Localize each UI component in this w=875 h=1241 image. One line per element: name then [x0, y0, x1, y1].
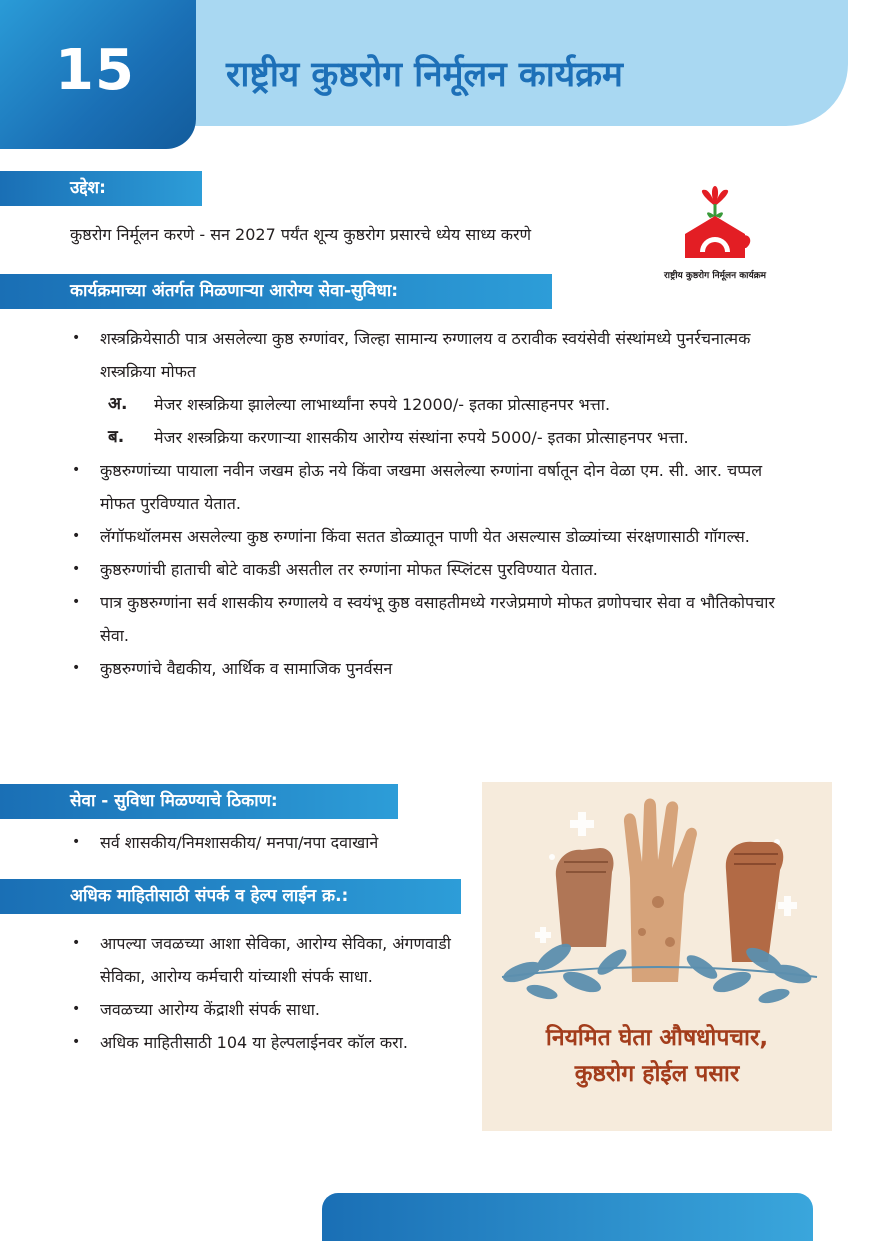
poster-slogan-line1: नियमित घेता औषधोपचार,: [545, 1025, 769, 1051]
sub-item-a: [104, 388, 792, 421]
sub-item-text: मेजर शस्त्रक्रिया करणाऱ्या शासकीय आरोग्य संस्थांना रुपये 5000/- इतका प्रोत्साहनपर भत्ता.: [154, 428, 689, 447]
sub-item-label: ब.: [108, 427, 125, 447]
raised-hands-illustration: [482, 782, 832, 1017]
program-logo: [640, 186, 790, 281]
nlep-logo-icon: [640, 186, 790, 266]
service-item-text: शस्त्रक्रियेसाठी पात्र असलेल्या कुष्ठ रुग्णांवर, जिल्हा सामान्य रुग्णालय व ठरावीक स्वयंसेवी संस्थांमध्ये पुनर्रचनात्मक शस्त्रक्रिया मोफत: [100, 329, 751, 381]
footer-bar: [322, 1193, 813, 1241]
section-number: 15: [55, 38, 135, 103]
objective-heading: उद्देश:: [0, 171, 202, 206]
page-title: राष्ट्रीय कुष्ठरोग निर्मूलन कार्यक्रम: [226, 55, 623, 95]
services-heading: कार्यक्रमाच्या अंतर्गत मिळणाऱ्या आरोग्य सेवा-सुविधा:: [0, 274, 552, 309]
section-number-box: [0, 0, 196, 149]
poster-slogan-line2: कुष्ठरोग होईल पसार: [574, 1061, 740, 1087]
list-item: • जवळच्या आरोग्य केंद्राशी संपर्क साधा.: [72, 993, 452, 1026]
services-list: [72, 322, 792, 685]
locations-heading: सेवा - सुविधा मिळण्याचे ठिकाण:: [0, 784, 398, 819]
list-item: • कुष्ठरुग्णांची हाताची बोटे वाकडी असतील तर रुग्णांना मोफत स्प्लिंटस पुरविण्यात येतात.: [72, 553, 792, 586]
sub-item-label: अ.: [108, 394, 128, 414]
list-item: • पात्र कुष्ठरुग्णांना सर्व शासकीय रुग्णालये व स्वयंभू कुष्ठ वसाहतीमध्ये गरजेप्रमाणे मोफत व्रणोपचार सेवा व भौतिकोपचार सेवा.: [72, 586, 792, 652]
list-item: • अधिक माहितीसाठी 104 या हेल्पलाईनवर कॉल करा.: [72, 1026, 452, 1059]
locations-list: [72, 826, 472, 859]
list-item: • लॅगॉफथॉलमस असलेल्या कुष्ठ रुग्णांना किंवा सतत डोळ्यातून पाणी येत असल्यास डोळ्यांच्या संरक्षणासाठी गॉगल्स.: [72, 520, 792, 553]
awareness-poster: [482, 782, 832, 1131]
contact-heading: अधिक माहितीसाठी संपर्क व हेल्प लाईन क्र.:: [0, 879, 461, 914]
list-item: • कुष्ठरुग्णांचे वैद्यकीय, आर्थिक व सामाजिक पुनर्वसन: [72, 652, 792, 685]
sub-item-b: [104, 421, 792, 454]
contact-list: [72, 927, 452, 1059]
objective-text: कुष्ठरोग निर्मूलन करणे - सन 2027 पर्यंत शून्य कुष्ठरोग प्रसारचे ध्येय साध्य करणे: [70, 225, 532, 244]
logo-caption: राष्ट्रीय कुष्ठरोग निर्मूलन कार्यक्रम: [663, 271, 767, 281]
list-item: [72, 322, 792, 454]
sub-item-text: मेजर शस्त्रक्रिया झालेल्या लाभार्थ्यांना रुपये 12000/- इतका प्रोत्साहनपर भत्ता.: [154, 395, 611, 414]
list-item: • सर्व शासकीय/निमशासकीय/ मनपा/नपा दवाखाने: [72, 826, 472, 859]
poster-slogan: [482, 1020, 832, 1092]
list-item: • कुष्ठरुग्णांच्या पायाला नवीन जखम होऊ नये किंवा जखमा असलेल्या रुग्णांना वर्षातून दोन वेळा एम. सी. आर. चप्पल मोफत पुरविण्यात येतात.: [72, 454, 792, 520]
list-item: • आपल्या जवळच्या आशा सेविका, आरोग्य सेविका, अंगणवाडी सेविका, आरोग्य कर्मचारी यांच्याशी संपर्क साधा.: [72, 927, 452, 993]
